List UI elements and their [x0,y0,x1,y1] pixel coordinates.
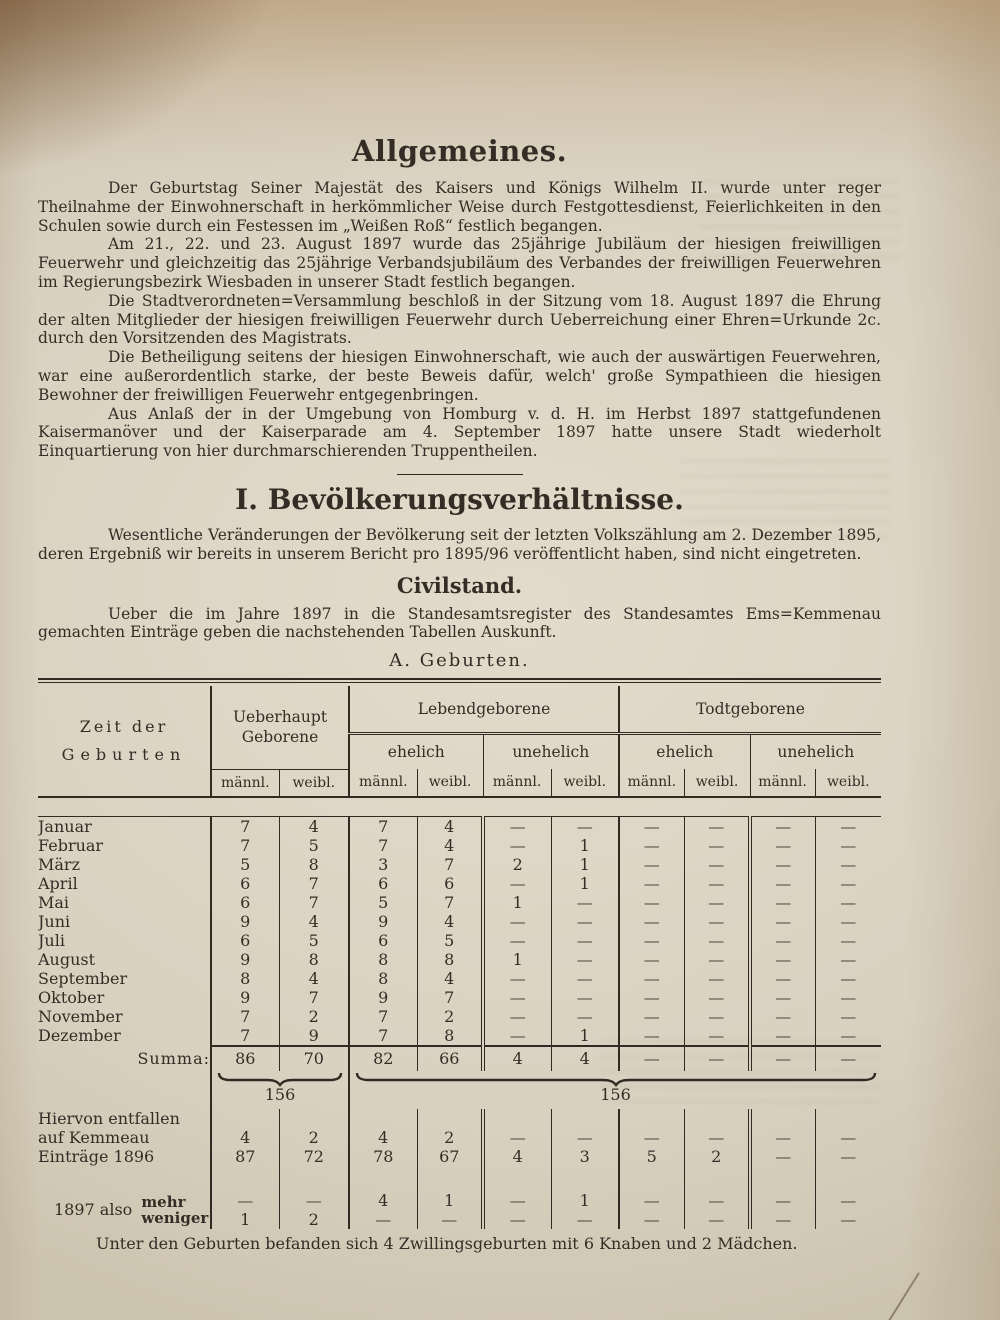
cell: — [750,874,815,893]
cell: — [483,1026,551,1046]
cell: — [483,1007,551,1026]
heading-civilstand: Civilstand. [396,572,523,598]
cell: — [619,931,684,950]
table-row [38,1026,881,1046]
table-row [38,969,881,988]
cell [349,1166,417,1191]
month-label: Januar [38,816,92,836]
cell: — [750,931,815,950]
cell: — [815,1128,881,1147]
cell: 7 [211,1007,279,1026]
cell: 4 [279,816,349,836]
cell: 8 [279,950,349,969]
table-row [38,1128,881,1147]
table-row [38,988,881,1007]
paragraph: Die Stadtverordneten=Versammlung beschloß in der Sitzung vom 18. August 1897 die Ehrung der alten Mitglieder der hiesigen freiwilligen Feuerwehr durch Ueberreichung einer Ehren=Urkunde 2c. durch den Vorsitzenden des Magistrats. [38,291,881,348]
cell: — [750,1026,815,1046]
cell: 7 [349,1007,417,1026]
cell: — [483,931,551,950]
cell: 7 [417,855,483,874]
col-sub-ehelich: ehelich [349,734,483,770]
col-header-zeit [38,686,211,797]
cell: — [815,912,881,931]
cell: 6 [349,931,417,950]
spacer-row [38,1166,881,1191]
cell: 2 [417,1128,483,1147]
cell: — [483,1191,551,1210]
month-label: Juli [38,930,65,950]
cell: 4 [349,1191,417,1210]
cell [211,1109,279,1128]
header-bottom-rule [38,797,881,817]
cell [38,1071,211,1109]
underbrace-total [211,1071,349,1109]
cell: 1 [551,1191,619,1210]
table-caption: A. Geburten. [389,650,530,672]
col-sub-unehelich: unehelich [750,734,881,770]
cell: — [551,912,619,931]
cell: — [684,988,750,1007]
cell [684,1166,750,1191]
cell: — [619,988,684,1007]
cell: 4 [483,1046,551,1071]
cell: — [815,836,881,855]
cell: — [619,855,684,874]
underbrace-live-still [349,1071,881,1109]
cell: — [551,1210,619,1229]
cell: — [684,1026,750,1046]
cell: 2 [483,855,551,874]
cell: 9 [349,912,417,931]
cell: 9 [279,1026,349,1046]
summa-row [38,1046,881,1071]
table-row [38,1147,881,1166]
cell: 3 [349,855,417,874]
cell: 67 [417,1147,483,1166]
col-leaf-weibl: weibl. [551,769,619,797]
cell: — [551,1128,619,1147]
cell: — [684,969,750,988]
cell: — [211,1191,279,1210]
cell: 1 [483,893,551,912]
cell: — [619,1191,684,1210]
cell: 72 [279,1147,349,1166]
cell: 87 [211,1147,279,1166]
cell: — [750,1046,815,1071]
cell: — [750,816,815,836]
cell: — [483,874,551,893]
month-label: März [38,854,80,874]
table-row [38,1007,881,1026]
cell: — [750,1147,815,1166]
cell: 1 [551,1026,619,1046]
cell: 8 [349,950,417,969]
month-label: Februar [38,835,104,855]
cell: 2 [279,1128,349,1147]
paragraph: Wesentliche Veränderungen der Bevölkerung seit der letzten Volkszählung am 2. Dezember 1895, deren Ergebniß wir bereits in unserem Bericht pro 1895/96 veröffentlicht haben, sind nicht eingetreten. [38,525,881,563]
cell: — [551,931,619,950]
col-leaf-maennl: männl. [619,769,684,797]
cell: 9 [349,988,417,1007]
delta-more-row [38,1191,881,1210]
month-label: September [38,968,128,988]
cell: — [619,816,684,836]
month-label: August [38,949,96,969]
cell: 6 [417,874,483,893]
cell: 1 [551,836,619,855]
cell: — [684,1128,750,1147]
cell: 4 [417,836,483,855]
cell: 7 [349,836,417,855]
table-row [38,893,881,912]
cell: — [684,912,750,931]
table-row [38,836,881,855]
cell: 2 [279,1007,349,1026]
cell: — [750,912,815,931]
extra-label: auf Kemmeau [38,1127,150,1147]
col-group-lebendgeborene: Lebendgeborene [349,686,619,734]
cell [211,1166,279,1191]
cell: 7 [417,893,483,912]
cell [279,1166,349,1191]
cell: — [684,1191,750,1210]
cell: 7 [417,988,483,1007]
section-title: I. Bevölkerungsverhältnisse. [235,482,684,516]
cell: 1 [483,950,551,969]
col-leaf-maennl: männl. [211,769,279,797]
cell: — [483,836,551,855]
cell: — [551,969,619,988]
col-group-ueberhaupt-line2: Geborene [241,728,319,747]
cell: 4 [417,816,483,836]
cell: — [815,1046,881,1071]
cell: 3 [551,1147,619,1166]
cell: — [619,836,684,855]
paragraph: Ueber die im Jahre 1897 in die Standesamtsregister des Standesamtes Ems=Kemmenau gemachten Einträge geben die nachstehenden Tabellen Auskunft. [38,604,881,642]
cell [417,1166,483,1191]
cell: 5 [211,855,279,874]
month-label: April [38,873,78,893]
cell: 66 [417,1046,483,1071]
cell [279,1109,349,1128]
cell: 2 [417,1007,483,1026]
table-top-rule [38,678,881,683]
cell: 7 [349,1026,417,1046]
cell: 8 [279,855,349,874]
month-label: Mai [38,892,70,912]
cell: — [815,931,881,950]
cell [483,1166,551,1191]
month-label: November [38,1006,123,1026]
cell: — [483,988,551,1007]
cell: 4 [551,1046,619,1071]
cell [815,1166,881,1191]
cell: — [750,969,815,988]
cell: — [815,1210,881,1229]
cell: — [279,1191,349,1210]
cell: 5 [279,836,349,855]
delta-more-label: mehr [141,1192,186,1211]
col-header-zeit-line2: Geburten [61,745,187,765]
cell [349,1109,417,1128]
cell: 70 [279,1046,349,1071]
cell: 6 [211,931,279,950]
cell: — [483,1210,551,1229]
cell: — [815,1007,881,1026]
cell: 6 [349,874,417,893]
cell: — [750,1191,815,1210]
cell: 8 [417,1026,483,1046]
cell: — [815,988,881,1007]
cell: 6 [211,893,279,912]
cell: 4 [417,912,483,931]
cell: — [483,969,551,988]
cell: — [684,836,750,855]
cell: 7 [211,1026,279,1046]
cell [684,1109,750,1128]
cell [417,1109,483,1128]
cell: — [750,1210,815,1229]
cell: — [750,1128,815,1147]
cell: 4 [211,1128,279,1147]
cell: 7 [211,816,279,836]
col-leaf-maennl: männl. [483,769,551,797]
cell: 9 [211,988,279,1007]
col-group-ueberhaupt [211,686,349,769]
cell: — [815,874,881,893]
cell: — [619,1210,684,1229]
col-leaf-weibl: weibl. [815,769,881,797]
cell: 4 [279,969,349,988]
cell: 1 [551,855,619,874]
table-row [38,816,881,836]
cell: 86 [211,1046,279,1071]
cell: — [619,893,684,912]
cell: 5 [417,931,483,950]
col-leaf-weibl: weibl. [417,769,483,797]
births-table [38,686,881,1229]
cell [750,1166,815,1191]
cell: — [815,1147,881,1166]
table-row [38,950,881,969]
cell: 5 [279,931,349,950]
cell: 7 [279,988,349,1007]
cell: 8 [349,969,417,988]
cell: — [750,988,815,1007]
cell: — [815,1026,881,1046]
extra-label: Hiervon entfallen [38,1108,180,1128]
paragraph: Die Betheiligung seitens der hiesigen Einwohnerschaft, wie auch der auswärtigen Feuerwehren, war eine außerordentlich starke, der beste Beweis dafür, welch' große Sympathieen die hiesigen Bewohner der freiwilligen Feuerwehr entgegenbringen. [38,348,881,404]
cell: 1 [417,1191,483,1210]
month-label: Juni [38,911,71,931]
table-footnote: Unter den Geburten befanden sich 4 Zwillingsgeburten mit 6 Knaben und 2 Mädchen. [96,1233,798,1253]
cell: — [815,816,881,836]
cell: — [619,1026,684,1046]
col-leaf-maennl: männl. [349,769,417,797]
cell: — [551,988,619,1007]
cell: 4 [483,1147,551,1166]
cell: — [750,855,815,874]
cell: 4 [279,912,349,931]
table-row [38,1109,881,1128]
cell: — [483,816,551,836]
cell: — [684,855,750,874]
cell: — [684,893,750,912]
cell: 1 [211,1210,279,1229]
cell: 4 [349,1128,417,1147]
col-sub-unehelich: unehelich [483,734,619,770]
col-header-zeit-line1: Zeit der [79,717,169,737]
cell [551,1166,619,1191]
cell: — [750,1007,815,1026]
cell [619,1166,684,1191]
col-sub-ehelich: ehelich [619,734,750,770]
cell [750,1109,815,1128]
cell: — [619,912,684,931]
delta-year-label: 1897 also [54,1200,133,1220]
cell: — [619,950,684,969]
cell: — [684,1046,750,1071]
cell: — [483,1128,551,1147]
cell [619,1109,684,1128]
cell: — [750,950,815,969]
cell: 4 [417,969,483,988]
cell: 5 [349,893,417,912]
cell: — [815,1191,881,1210]
col-leaf-weibl: weibl. [684,769,750,797]
cell [551,1109,619,1128]
cell: — [684,950,750,969]
cell: — [619,1128,684,1147]
paragraph: Aus Anlaß der in der Umgebung von Homburg v. d. H. im Herbst 1897 stattgefundenen Kaisermanöver und der Kaiserparade am 4. September 1897 hatte unsere Stadt wiederholt Einquartierung von hier durchmarschierenden Truppentheilen. [38,404,881,461]
cell: — [551,950,619,969]
cell: — [417,1210,483,1229]
cell: 9 [211,912,279,931]
cell [815,1109,881,1128]
cell: 78 [349,1147,417,1166]
cell: 2 [279,1210,349,1229]
cell: 9 [211,950,279,969]
cell: — [619,969,684,988]
table-row [38,874,881,893]
month-label: Oktober [38,987,105,1007]
cell: — [551,816,619,836]
cell: — [349,1210,417,1229]
delta-label [38,1191,211,1229]
cell [483,1109,551,1128]
cell: 7 [279,874,349,893]
delta-less-label: weniger [141,1208,209,1227]
cell: — [815,855,881,874]
cell: 7 [211,836,279,855]
cell: — [815,893,881,912]
cell: — [815,950,881,969]
cell: — [619,874,684,893]
cell: 8 [417,950,483,969]
cell: 2 [684,1147,750,1166]
table-row [38,931,881,950]
cell: 8 [211,969,279,988]
month-label: Dezember [38,1026,121,1046]
total-156: 156 [600,1084,631,1104]
table-row [38,912,881,931]
cell: — [483,912,551,931]
section-divider [397,474,523,475]
col-group-ueberhaupt-line1: Ueberhaupt [232,708,328,727]
cell: 1 [551,874,619,893]
paragraph: Am 21., 22. und 23. August 1897 wurde das 25jährige Jubiläum der hiesigen freiwilligen Feuerwehr und gleichzeitig das 25jährige Verbandsjubiläum des Verbandes der freiwilligen Feuerwehren im Regierungsbezirk Wiesbaden in unserer Stadt festlich begangen. [38,235,881,291]
cell: — [684,874,750,893]
cell: 5 [619,1147,684,1166]
totals-row [38,1071,881,1109]
total-156: 156 [264,1084,296,1104]
cell: 82 [349,1046,417,1071]
cell: — [684,931,750,950]
cell: — [619,1046,684,1071]
extra-label: Einträge 1896 [38,1146,155,1166]
cell: — [551,893,619,912]
cell: — [684,816,750,836]
cell: 6 [211,874,279,893]
cell [38,1166,211,1191]
page-edge-mark [884,1272,920,1320]
col-leaf-weibl: weibl. [279,769,349,797]
page-content [38,0,881,1253]
col-group-todtgeborene: Todtgeborene [619,686,881,734]
cell: — [750,836,815,855]
page-title: Allgemeines. [351,134,568,168]
cell: — [684,1007,750,1026]
cell: — [750,893,815,912]
cell: 7 [279,893,349,912]
cell: 7 [349,816,417,836]
paragraph: Der Geburtstag Seiner Majestät des Kaisers und Königs Wilhelm II. wurde unter reger Theilnahme der Einwohnerschaft in herkömmlicher Weise durch Festgottesdienst, Feierlichkeiten in den Schulen sowie durch ein Festessen im „Weißen Roß“ festlich begangen. [38,179,881,235]
table-row [38,855,881,874]
cell: — [551,1007,619,1026]
summa-label: Summa: [137,1048,210,1068]
col-leaf-maennl: männl. [750,769,815,797]
cell: — [619,1007,684,1026]
cell: — [815,969,881,988]
cell: — [684,1210,750,1229]
